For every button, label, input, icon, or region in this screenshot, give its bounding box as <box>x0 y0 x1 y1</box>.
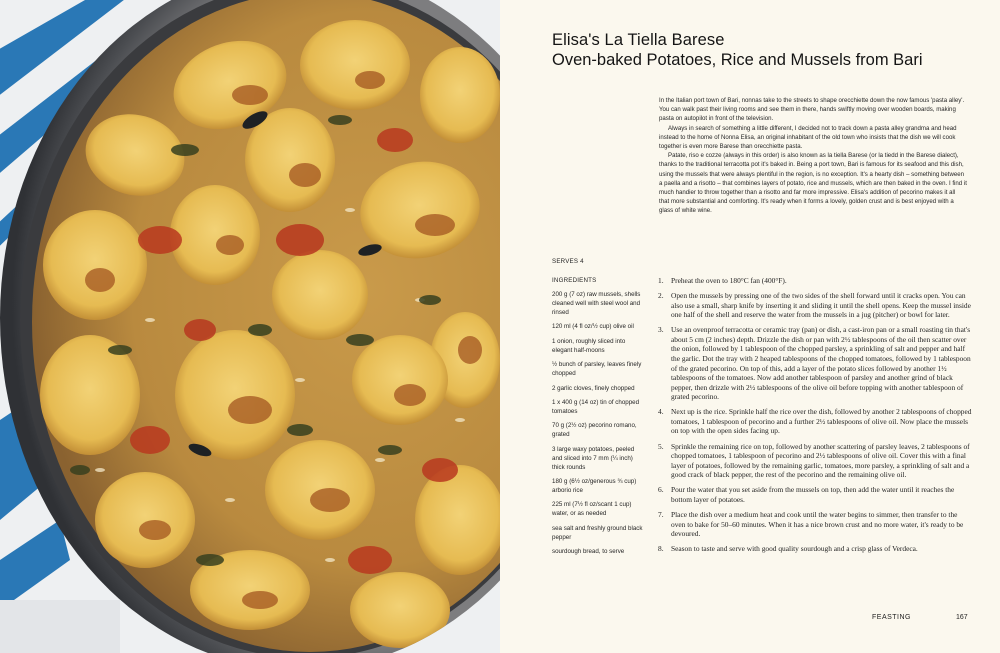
step-text: Open the mussels by pressing one of the two sides of the shell forward until it cracks open. You can also use a small, sharp knife by inserting it and sliding it until the shell opens. Keep the mussel inside one half of the shell and reserve the water from the mussels in a jug (pitcher) or bowl for later. <box>671 291 971 320</box>
step-text: Next up is the rice. Sprinkle half the rice over the dish, followed by another 2 tablespoons of chopped tomatoes, 1 tablespoon of pecorino and a further 2½ tablespoons of olive oil. Now place the mussels on top with the open sides facing up. <box>671 407 972 436</box>
intro-paragraph: Patate, riso e cozze (always in this order) is also known as la tiella Barese (or la tiedd in the Barese dialect), thanks to the traditional terracotta pot it's baked in. Being a port town, Bari is famous for its seafood and this dish, using the mussels that were always plentiful in the region, is no exception. It's a hearty dish – something between a paella and a risotto – that combines layers of potato, rice and mussels, which are then baked in the oven. I find it much handier to throw together than a risotto and far more impressive. Elisa's addition of pecorino makes it all that more substantial and comforting. It's ready when it forms a lovely, golden crust and is best enjoyed with a glass of white wine. <box>659 152 967 215</box>
method-step <box>658 276 972 286</box>
intro-paragraph: In the Italian port town of Bari, nonnas take to the streets to shape orecchiette down the now famous 'pasta alley'. You can walk past their living rooms and see them in there, hands swiftly moving over wooden boards, making pasta on autopilot in front of the television. <box>659 97 965 123</box>
recipe-subtitle: Oven-baked Potatoes, Rice and Mussels from Bari <box>552 51 923 69</box>
footer-section-label: FEASTING <box>872 614 912 621</box>
step-text: Season to taste and serve with good quality sourdough and a crisp glass of Verdeca. <box>671 544 918 554</box>
ingredient-item: ½ bunch of parsley, leaves finely chopped <box>552 361 642 378</box>
serves-label: SERVES 4 <box>552 258 584 265</box>
ingredient-item: 200 g (7 oz) raw mussels, shells cleaned well with steel wool and rinsed <box>552 291 641 317</box>
ingredient-item: 1 x 400 g (14 oz) tin of chopped tomatoes <box>552 398 640 415</box>
step-text: Use an ovenproof terracotta or ceramic tray (pan) or dish, a cast-iron pan or a small roasting tin that's about 5 cm (2 inches) depth. Drizzle the dish or pan with 2½ tablespoons of the oil then scatter over the onion, followed by 1 tablespoon of the chopped parsley, a sprinkling of salt and pepper and half the garlic. Dot the tray with 2 heaped tablespoons of the chopped tomatoes, followed by 1 tablespoon of the grated pecorino. On top of this, add a layer of the potato slices followed by another 1½ tablespoons of the tomatoes. Now add another tablespoon of parsley and another grind of black pepper, then drizzle with 2½ tablespoons of the olive oil before topping with another tablespoon of grated pecorino. <box>671 325 971 402</box>
ingredient-item: 180 g (6½ oz/generous ¾ cup) arborio rice <box>552 478 637 495</box>
step-number: 3. <box>658 325 664 335</box>
recipe-page <box>500 0 1000 653</box>
ingredient-item: 70 g (2½ oz) pecorino romano, grated <box>552 422 637 439</box>
step-text: Preheat the oven to 180°C fan (400°F). <box>671 276 787 285</box>
step-number: 6. <box>658 485 664 495</box>
ingredient-item: sourdough bread, to serve <box>552 548 625 556</box>
method-step <box>658 407 972 436</box>
page-number: 167 <box>956 614 968 621</box>
recipe-title: Elisa's La Tiella Barese <box>552 31 725 49</box>
ingredient-item: 1 onion, roughly sliced into elegant half-moons <box>552 337 626 354</box>
step-number: 1. <box>658 276 664 285</box>
intro-paragraph: Always in search of something a little different, I decided not to track down a pasta alley grandma and head instead to the home of Nonna Elisa, an original inhabitant of the old town who insists that the dish we will cook together is even more Barese than orecchiette pasta. <box>659 124 957 151</box>
method-step <box>658 544 972 554</box>
recipe-intro <box>659 96 967 216</box>
step-number: 7. <box>658 510 664 520</box>
ingredients-list <box>552 290 644 561</box>
step-number: 2. <box>658 291 664 301</box>
ingredients-heading: INGREDIENTS <box>552 277 597 284</box>
step-text: Sprinkle the remaining rice on top, followed by another scattering of parsley leaves, 2 tablespoons of chopped tomatoes, 1 tablespoon of pecorino and 2½ tablespoons of olive oil. Cover this with a final layer of potatoes, followed by the remaining garlic, tomatoes, more parsley, a sprinkling of salt and a good crack of black pepper, the rest of the pecorino and the remaining olive oil. <box>671 441 970 480</box>
method-step <box>658 291 972 320</box>
step-number: 5. <box>658 441 664 451</box>
method-step <box>658 485 972 504</box>
method-step <box>658 442 972 480</box>
step-number: 4. <box>658 407 664 417</box>
step-number: 8. <box>658 544 664 554</box>
method-step <box>658 510 972 539</box>
method-steps <box>658 276 972 559</box>
ingredient-item: 225 ml (7½ fl oz/scant 1 cup) water, or as needed <box>552 501 632 518</box>
ingredient-item: sea salt and freshly ground black pepper <box>552 524 643 541</box>
step-text: Place the dish over a medium heat and cook until the water begins to simmer, then transfer to the oven to bake for 50–60 minutes. When it has a nice brown crust and no more water, it's ready to be devoured. <box>671 510 964 539</box>
ingredient-item: 120 ml (4 fl oz/½ cup) olive oil <box>552 323 634 331</box>
method-step <box>658 325 972 401</box>
ingredient-item: 2 garlic cloves, finely chopped <box>552 384 635 392</box>
ingredient-item: 3 large waxy potatoes, peeled and sliced into 7 mm (¼ inch) thick rounds <box>552 445 635 471</box>
step-text: Pour the water that you set aside from the mussels on top, then add the water until it reaches the bottom layer of potatoes. <box>671 485 955 504</box>
